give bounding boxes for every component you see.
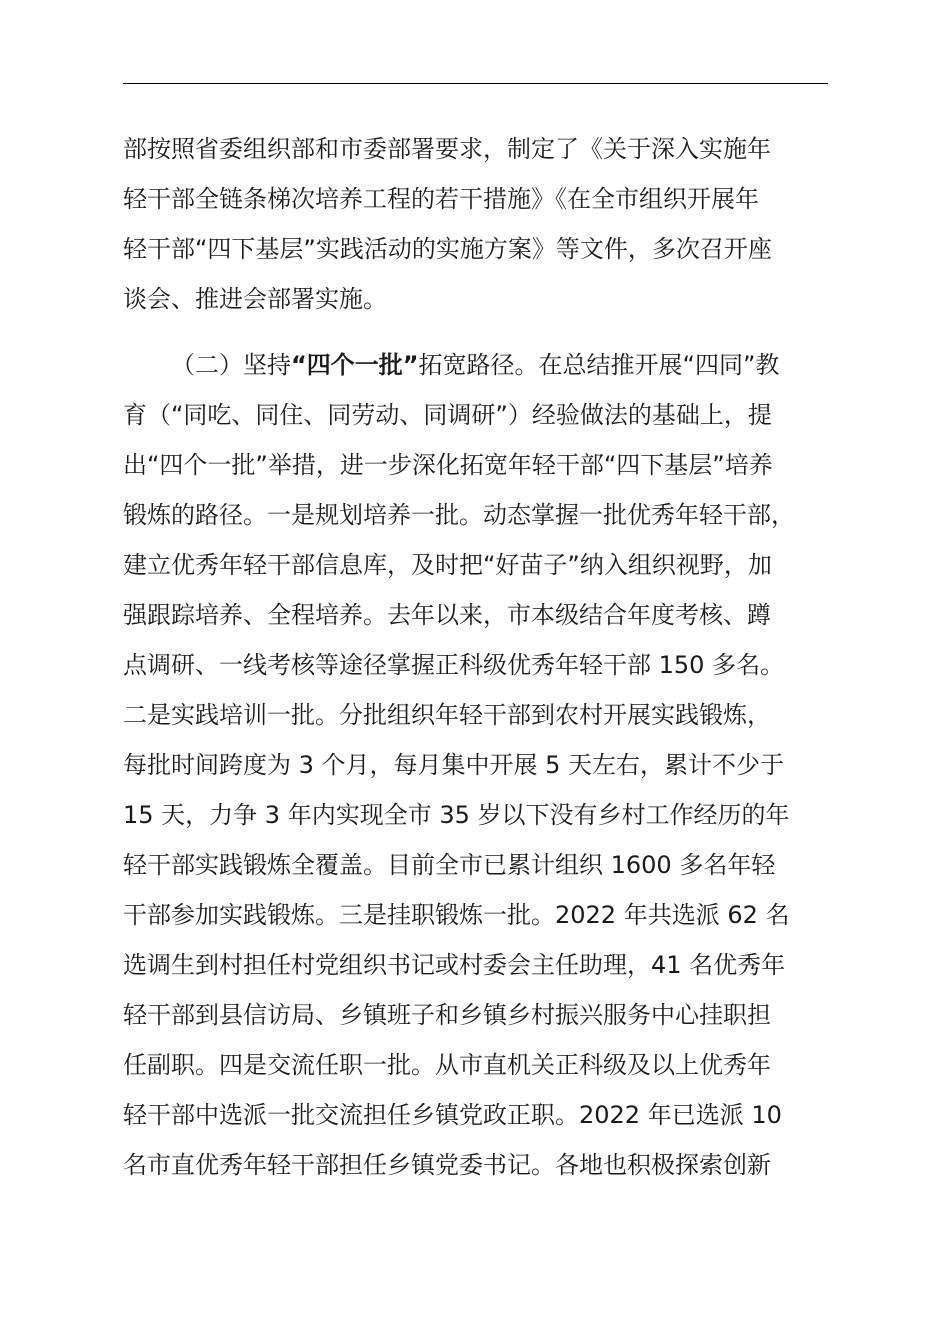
text-line: 轻干部全链条梯次培养工程的若干措施》《在全市组织开展年: [123, 185, 759, 213]
text-line: 建立优秀年轻干部信息库，及时把“好苗子”纳入组织视野，加: [123, 551, 772, 579]
text-line: 每批时间跨度为 3 个月，每月集中开展 5 天左右，累计不少于: [123, 751, 785, 779]
text-line: 15 天，力争 3 年内实现全市 35 岁以下没有乡村工作经历的年: [123, 801, 790, 829]
text-line: 轻干部实践锻炼全覆盖。目前全市已累计组织 1600 多名年轻: [123, 851, 776, 879]
text-line: 出“四个一批”举措，进一步深化拓宽年轻干部“四下基层”培养: [123, 451, 773, 479]
text-line: 部按照省委组织部和市委部署要求，制定了《关于深入实施年: [123, 135, 771, 163]
text-line: 轻干部到县信访局、乡镇班子和乡镇乡村振兴服务中心挂职担: [123, 1001, 771, 1029]
text-line: 轻干部“四下基层”实践活动的实施方案》等文件，多次召开座: [123, 235, 772, 263]
text-line: 育（“同吃、同住、同劳动、同调研”）经验做法的基础上，提: [123, 401, 772, 429]
section-heading-prefix: （二）坚持: [171, 351, 291, 379]
text-line: 选调生到村担任村党组织书记或村委会主任助理，41 名优秀年: [123, 951, 786, 979]
document-body: [123, 124, 833, 1190]
text-line: 干部参加实践锻炼。三是挂职锻炼一批。2022 年共选派 62 名: [123, 901, 790, 929]
paragraph-2: [123, 340, 833, 1190]
paragraph-spacer: [123, 324, 833, 340]
text-line: 名市直优秀年轻干部担任乡镇党委书记。各地也积极探索创新: [123, 1151, 771, 1179]
section-heading-bold: “四个一批”: [291, 351, 419, 379]
text-line: 强跟踪培养、全程培养。去年以来，市本级结合年度考核、蹲: [123, 601, 771, 629]
text-line: 点调研、一线考核等途径掌握正科级优秀年轻干部 150 多名。: [123, 651, 785, 679]
section-heading-rest: 拓宽路径。在总结推开展“四同”教: [418, 351, 780, 379]
paragraph-1: [123, 124, 833, 324]
text-line: 任副职。四是交流任职一批。从市直机关正科级及以上优秀年: [123, 1051, 771, 1079]
text-line: 二是实践培训一批。分批组织年轻干部到农村开展实践锻炼，: [123, 701, 771, 729]
text-line: 锻炼的路径。一是规划培养一批。动态掌握一批优秀年轻干部，: [123, 501, 795, 529]
header-rule: [123, 83, 828, 84]
text-line-first: [123, 340, 833, 390]
text-line: 谈会、推进会部署实施。: [123, 285, 387, 313]
text-line: 轻干部中选派一批交流担任乡镇党政正职。2022 年已选派 10: [123, 1101, 782, 1129]
